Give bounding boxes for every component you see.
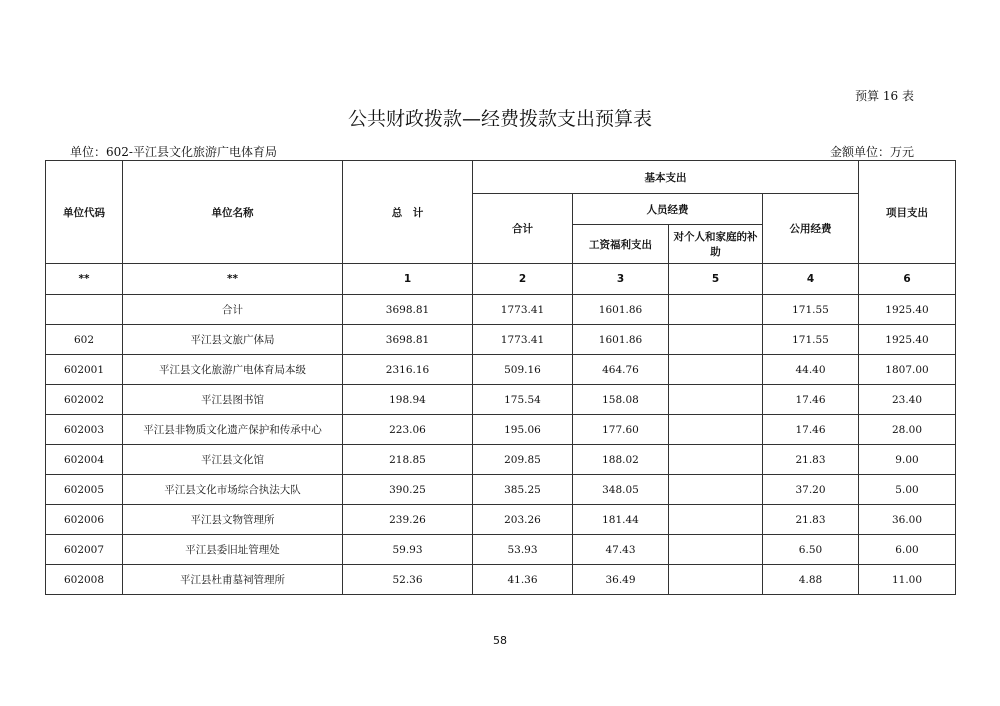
cell-code: 602003 (46, 415, 123, 445)
index-cell: 5 (669, 264, 763, 295)
cell-total: 218.85 (343, 445, 473, 475)
cell-basic: 385.25 (473, 475, 573, 505)
cell-name: 平江县杜甫墓祠管理所 (123, 565, 343, 595)
cell-name: 平江县非物质文化遗产保护和传承中心 (123, 415, 343, 445)
cell-project: 5.00 (859, 475, 956, 505)
col-header-name: 单位名称 (123, 161, 343, 264)
cell-basic: 509.16 (473, 355, 573, 385)
cell-name: 平江县文物管理所 (123, 505, 343, 535)
cell-salary: 177.60 (573, 415, 669, 445)
cell-name: 平江县图书馆 (123, 385, 343, 415)
cell-public: 44.40 (763, 355, 859, 385)
cell-project: 11.00 (859, 565, 956, 595)
table-row (46, 475, 956, 505)
col-header-basic: 基本支出 (473, 161, 859, 194)
cell-total: 239.26 (343, 505, 473, 535)
cell-basic: 175.54 (473, 385, 573, 415)
index-cell: ** (46, 264, 123, 295)
cell-name: 合计 (123, 295, 343, 325)
cell-total: 59.93 (343, 535, 473, 565)
cell-salary: 1601.86 (573, 325, 669, 355)
cell-code: 602006 (46, 505, 123, 535)
cell-subsidy (669, 415, 763, 445)
cell-total: 3698.81 (343, 325, 473, 355)
cell-code: 602004 (46, 445, 123, 475)
col-header-subsidy: 对个人和家庭的补助 (669, 225, 763, 264)
cell-project: 1807.00 (859, 355, 956, 385)
cell-salary: 464.76 (573, 355, 669, 385)
index-row (46, 264, 956, 295)
cell-subsidy (669, 295, 763, 325)
cell-public: 37.20 (763, 475, 859, 505)
cell-basic: 1773.41 (473, 295, 573, 325)
cell-total: 2316.16 (343, 355, 473, 385)
cell-public: 17.46 (763, 385, 859, 415)
cell-total: 3698.81 (343, 295, 473, 325)
cell-subsidy (669, 325, 763, 355)
cell-project: 1925.40 (859, 295, 956, 325)
index-cell: 6 (859, 264, 956, 295)
col-header-total: 总 计 (343, 161, 473, 264)
cell-code (46, 295, 123, 325)
amount-unit-label: 金额单位：万元 (829, 145, 914, 159)
table-row (46, 415, 956, 445)
col-header-basic-total: 合计 (473, 194, 573, 264)
index-cell: 1 (343, 264, 473, 295)
cell-project: 23.40 (859, 385, 956, 415)
cell-project: 6.00 (859, 535, 956, 565)
cell-salary: 181.44 (573, 505, 669, 535)
cell-project: 9.00 (859, 445, 956, 475)
cell-total: 390.25 (343, 475, 473, 505)
cell-public: 6.50 (763, 535, 859, 565)
cell-basic: 1773.41 (473, 325, 573, 355)
cell-subsidy (669, 355, 763, 385)
col-header-personnel: 人员经费 (573, 194, 763, 225)
col-header-public: 公用经费 (763, 194, 859, 264)
cell-name: 平江县文化旅游广电体育局本级 (123, 355, 343, 385)
table-row (46, 325, 956, 355)
page-title: 公共财政拨款—经费拨款支出预算表 (347, 108, 652, 130)
cell-code: 602 (46, 325, 123, 355)
header-row-1 (46, 161, 956, 194)
budget-table (45, 160, 956, 595)
cell-subsidy (669, 535, 763, 565)
cell-public: 17.46 (763, 415, 859, 445)
cell-code: 602002 (46, 385, 123, 415)
cell-code: 602001 (46, 355, 123, 385)
cell-code: 602005 (46, 475, 123, 505)
cell-code: 602008 (46, 565, 123, 595)
cell-subsidy (669, 475, 763, 505)
table-row (46, 535, 956, 565)
cell-name: 平江县文旅广体局 (123, 325, 343, 355)
cell-basic: 203.26 (473, 505, 573, 535)
col-header-salary: 工资福利支出 (573, 225, 669, 264)
unit-label: 单位：602-平江县文化旅游广电体育局 (70, 145, 277, 159)
page-number: 58 (493, 634, 507, 647)
cell-basic: 195.06 (473, 415, 573, 445)
cell-subsidy (669, 505, 763, 535)
cell-project: 28.00 (859, 415, 956, 445)
cell-total: 198.94 (343, 385, 473, 415)
cell-project: 1925.40 (859, 325, 956, 355)
table-number: 预算 16 表 (855, 89, 914, 103)
cell-subsidy (669, 445, 763, 475)
cell-name: 平江县委旧址管理处 (123, 535, 343, 565)
col-header-code: 单位代码 (46, 161, 123, 264)
table-row (46, 385, 956, 415)
cell-salary: 348.05 (573, 475, 669, 505)
table-row (46, 565, 956, 595)
cell-basic: 209.85 (473, 445, 573, 475)
cell-name: 平江县文化市场综合执法大队 (123, 475, 343, 505)
cell-salary: 188.02 (573, 445, 669, 475)
cell-public: 21.83 (763, 445, 859, 475)
cell-subsidy (669, 565, 763, 595)
cell-basic: 53.93 (473, 535, 573, 565)
cell-salary: 1601.86 (573, 295, 669, 325)
cell-total: 223.06 (343, 415, 473, 445)
table-row (46, 295, 956, 325)
table-row (46, 505, 956, 535)
cell-basic: 41.36 (473, 565, 573, 595)
cell-public: 4.88 (763, 565, 859, 595)
cell-salary: 158.08 (573, 385, 669, 415)
cell-public: 171.55 (763, 325, 859, 355)
table-row (46, 445, 956, 475)
cell-subsidy (669, 385, 763, 415)
cell-project: 36.00 (859, 505, 956, 535)
index-cell: 4 (763, 264, 859, 295)
cell-total: 52.36 (343, 565, 473, 595)
cell-salary: 47.43 (573, 535, 669, 565)
col-header-project: 项目支出 (859, 161, 956, 264)
cell-public: 21.83 (763, 505, 859, 535)
index-cell: ** (123, 264, 343, 295)
cell-name: 平江县文化馆 (123, 445, 343, 475)
cell-public: 171.55 (763, 295, 859, 325)
index-cell: 2 (473, 264, 573, 295)
table-row (46, 355, 956, 385)
cell-code: 602007 (46, 535, 123, 565)
index-cell: 3 (573, 264, 669, 295)
table-body (46, 264, 956, 595)
cell-salary: 36.49 (573, 565, 669, 595)
